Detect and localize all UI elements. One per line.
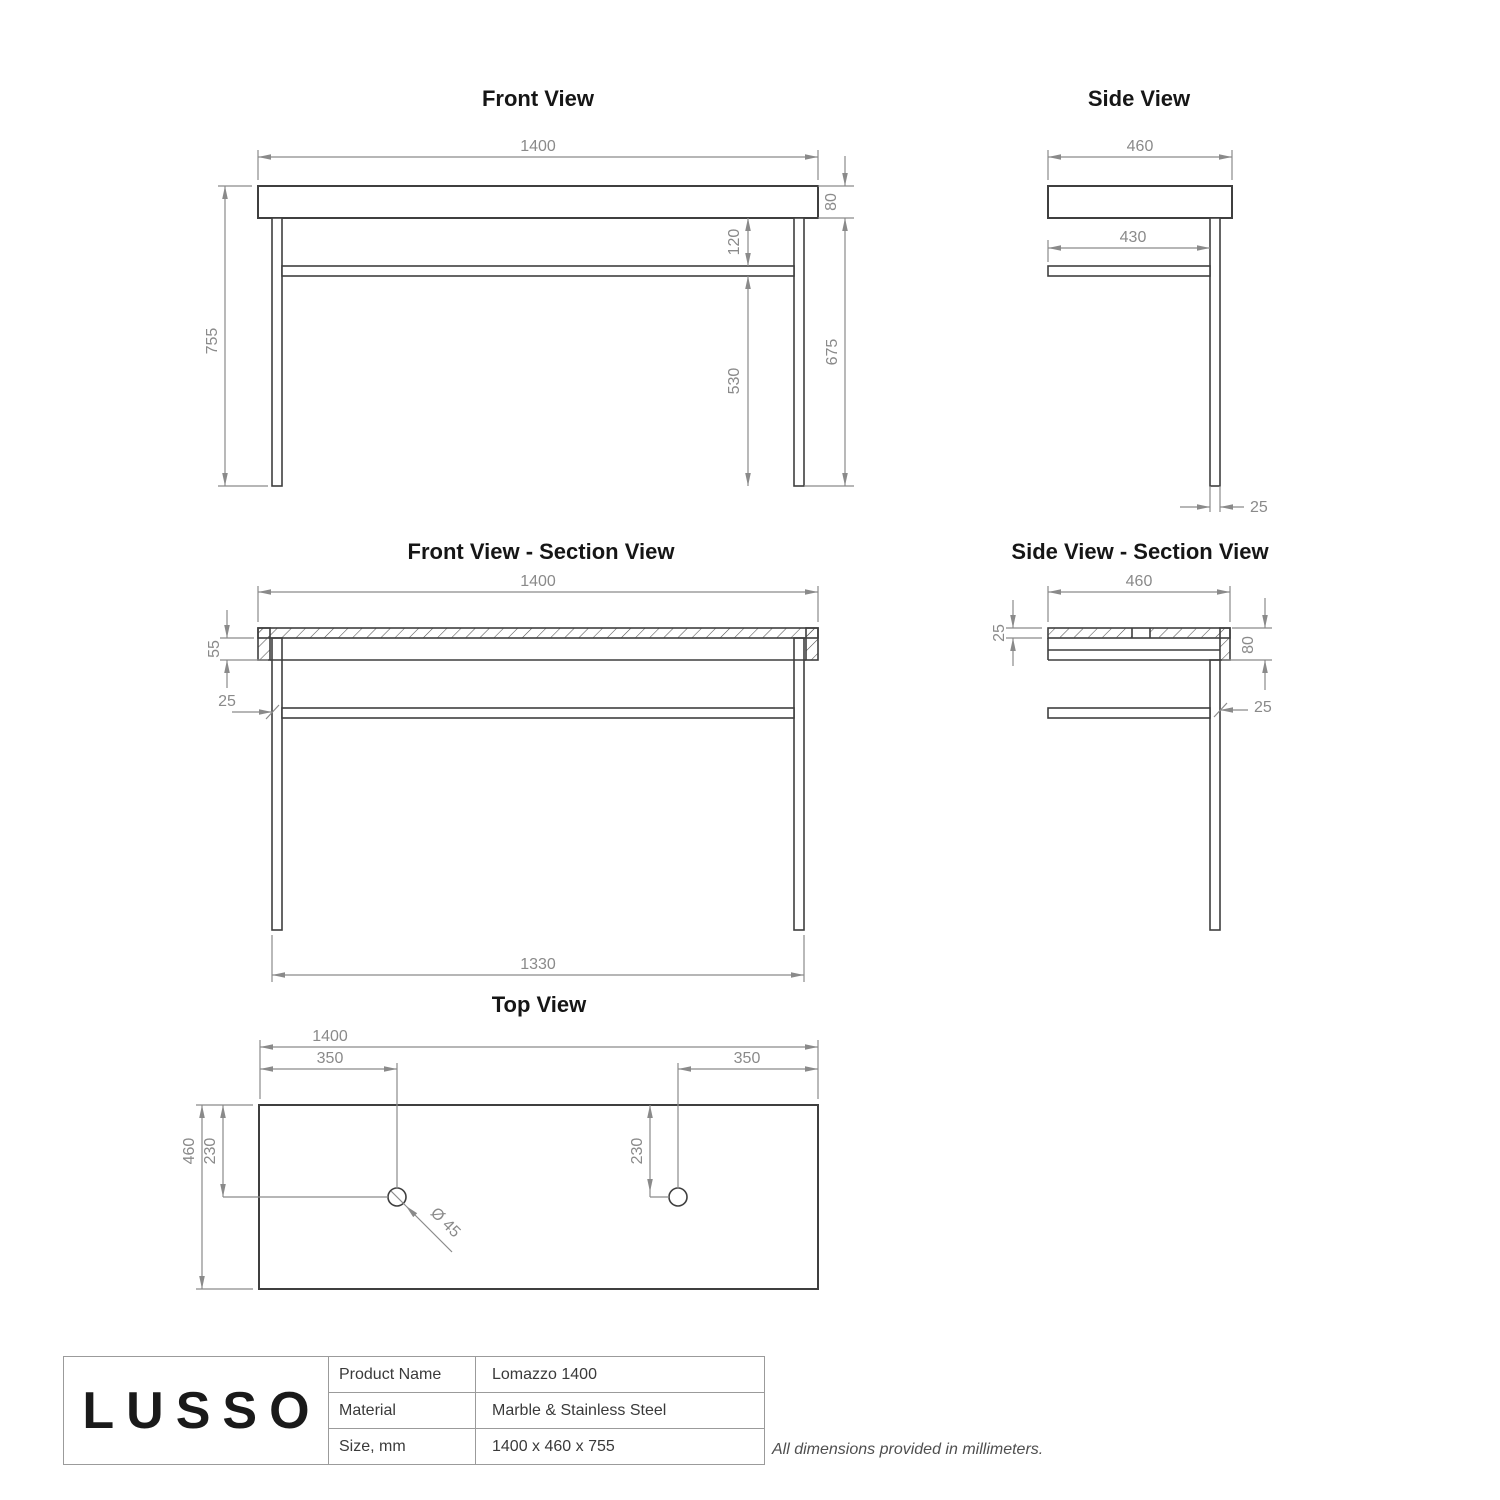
front-section-right-leg	[794, 638, 804, 930]
side-view	[1048, 86, 1268, 516]
side-dim-depth: 460	[1126, 138, 1154, 155]
side-section-shelf-rail	[1048, 708, 1210, 718]
front-section-title: Front View - Section View	[407, 539, 675, 564]
title-block-info	[329, 1357, 764, 1464]
side-section-slab-hatch-left	[1048, 628, 1132, 638]
top-dim-width: 1400	[312, 1028, 348, 1045]
side-section-dim-slab-thickness: 25	[991, 624, 1008, 642]
front-section-dim-leg-span: 1330	[520, 956, 556, 973]
top-dim-hole-diameter: Ø 45	[426, 1204, 464, 1242]
brand-logo-cell	[64, 1357, 329, 1464]
front-dim-leg-height: 675	[824, 338, 841, 366]
side-leg	[1210, 218, 1220, 486]
side-section-dim-top-height: 80	[1240, 636, 1257, 654]
front-dim-shelf-gap: 120	[726, 228, 743, 256]
front-section-left-leg	[272, 638, 282, 930]
table-row	[329, 1357, 764, 1393]
side-dim-leg-thickness: 25	[1250, 499, 1268, 516]
front-section-dim-leg-thickness: 25	[218, 693, 236, 710]
title-block	[63, 1356, 765, 1465]
front-section-right-lip	[806, 628, 818, 660]
top-faucet-hole-right	[669, 1188, 687, 1206]
product-name-value: Lomazzo 1400	[492, 1365, 597, 1383]
top-view	[181, 992, 818, 1289]
front-shelf-rail	[282, 266, 794, 276]
side-section-dim-leg-thickness: 25	[1254, 699, 1272, 716]
front-section-left-lip	[258, 628, 270, 660]
front-dim-width: 1400	[520, 138, 556, 155]
front-tabletop	[258, 186, 818, 218]
material-label: Material	[329, 1393, 476, 1428]
top-dim-hole-center-right: 230	[629, 1137, 646, 1165]
front-dim-top-height: 80	[823, 193, 840, 211]
top-dim-depth: 460	[181, 1137, 198, 1165]
front-section-shelf-rail	[282, 708, 794, 718]
front-section-view	[206, 539, 818, 982]
top-view-title: Top View	[491, 992, 587, 1017]
side-dim-shelf-depth: 430	[1119, 229, 1147, 246]
size-label: Size, mm	[329, 1429, 476, 1464]
front-section-dim-width: 1400	[520, 573, 556, 590]
side-section-view	[991, 539, 1272, 930]
side-section-slab-hatch-right	[1150, 628, 1220, 638]
front-right-leg	[794, 218, 804, 486]
front-section-dim-frame-height: 55	[206, 640, 223, 658]
front-view-title: Front View	[481, 86, 595, 111]
side-shelf-rail	[1048, 266, 1210, 276]
dimensions-note: All dimensions provided in millimeters.	[772, 1441, 1044, 1458]
front-view	[204, 86, 854, 486]
front-section-slab	[258, 628, 818, 638]
table-row	[329, 1393, 764, 1429]
brand-logo: LUSSO	[82, 1381, 322, 1440]
side-section-title: Side View - Section View	[1011, 539, 1269, 564]
top-dim-hole-offset-left: 350	[316, 1050, 344, 1067]
side-section-rear-lip	[1220, 628, 1230, 660]
side-section-dim-depth: 460	[1125, 573, 1153, 590]
side-section-leg	[1210, 660, 1220, 930]
top-dim-hole-center-left: 230	[202, 1137, 219, 1165]
front-left-leg	[272, 218, 282, 486]
material-value: Marble & Stainless Steel	[492, 1401, 667, 1419]
side-tabletop	[1048, 186, 1232, 218]
size-value: 1400 x 460 x 755	[492, 1437, 615, 1455]
top-dim-hole-offset-right: 350	[733, 1050, 761, 1067]
table-row	[329, 1429, 764, 1464]
front-dim-shelf-to-floor: 530	[726, 367, 743, 395]
front-dim-total-height: 755	[204, 327, 221, 355]
product-name-label: Product Name	[329, 1357, 476, 1392]
side-view-title: Side View	[1087, 86, 1191, 111]
